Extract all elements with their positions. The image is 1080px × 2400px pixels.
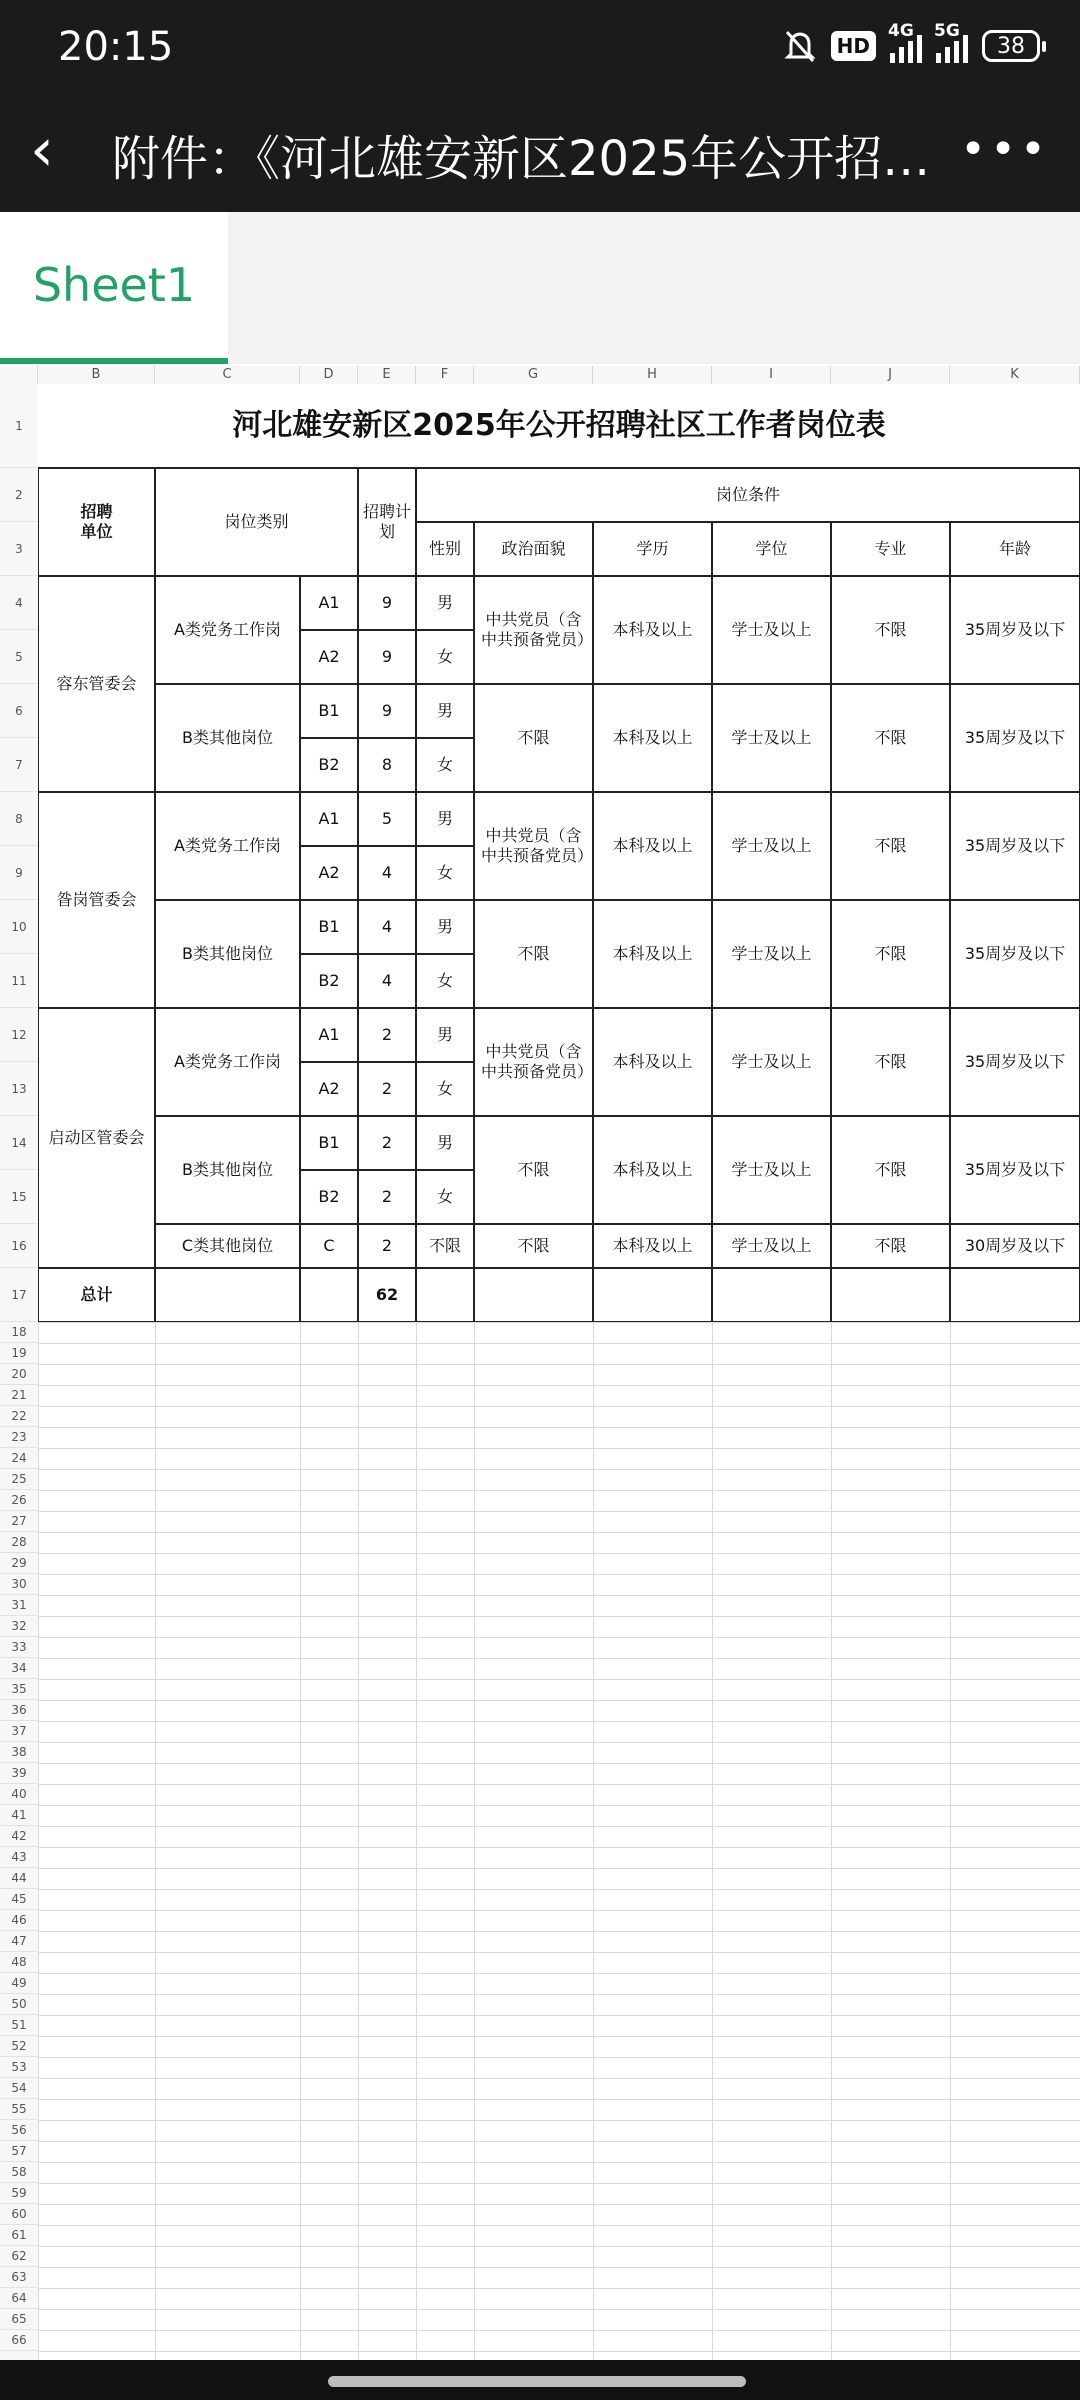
gridline <box>38 1385 1080 1386</box>
plan-cell[interactable]: 2 <box>358 1008 416 1062</box>
header-age[interactable]: 年龄 <box>950 522 1080 576</box>
gridline <box>38 1952 1080 1953</box>
gridline <box>38 2309 1080 2310</box>
gender-cell[interactable]: 女 <box>416 1062 474 1116</box>
row-header[interactable]: 62 <box>0 2246 38 2267</box>
column-header[interactable]: G <box>474 366 593 384</box>
gridline <box>38 1826 1080 1827</box>
row-header[interactable]: 39 <box>0 1763 38 1784</box>
gender-cell[interactable]: 女 <box>416 954 474 1008</box>
age-cell[interactable]: 35周岁及以下 <box>950 900 1080 1008</box>
education-cell[interactable]: 本科及以上 <box>593 1008 712 1116</box>
gridline <box>38 1700 1080 1701</box>
row-header[interactable]: 22 <box>0 1406 38 1427</box>
gender-cell[interactable]: 男 <box>416 684 474 738</box>
row-header[interactable]: 8 <box>0 792 38 846</box>
degree-cell[interactable]: 学士及以上 <box>712 900 831 1008</box>
gridline <box>38 2288 1080 2289</box>
header-degree[interactable]: 学位 <box>712 522 831 576</box>
document-title: 附件：《河北雄安新区2025年公开招… <box>112 131 931 187</box>
header-politics[interactable]: 政治面貌 <box>474 522 593 576</box>
row-header[interactable]: 12 <box>0 1008 38 1062</box>
gridline <box>38 2246 1080 2247</box>
row-header[interactable]: 15 <box>0 1170 38 1224</box>
gridline <box>38 1532 1080 1533</box>
row-header[interactable]: 41 <box>0 1805 38 1826</box>
plan-cell[interactable]: 4 <box>358 954 416 1008</box>
row-header[interactable]: 32 <box>0 1616 38 1637</box>
row-header[interactable]: 36 <box>0 1700 38 1721</box>
row-header[interactable]: 28 <box>0 1532 38 1553</box>
row-header[interactable]: 56 <box>0 2120 38 2141</box>
politics-cell[interactable]: 中共党员（含中共预备党员） <box>474 1008 593 1116</box>
column-header[interactable]: J <box>831 366 950 384</box>
back-button[interactable]: ‹ <box>30 115 54 185</box>
row-header-column <box>0 384 39 2360</box>
gridline <box>38 1511 1080 1512</box>
age-cell[interactable]: 35周岁及以下 <box>950 1116 1080 1224</box>
gridline <box>38 1427 1080 1428</box>
plan-cell[interactable]: 9 <box>358 630 416 684</box>
gridline <box>38 1322 1080 1323</box>
empty-cell[interactable] <box>593 1268 712 1322</box>
empty-cell[interactable] <box>831 1268 950 1322</box>
sheet-tab-bar <box>0 212 1080 364</box>
row-header[interactable]: 23 <box>0 1427 38 1448</box>
gridline <box>38 1931 1080 1932</box>
category-cell[interactable]: A类党务工作岗 <box>155 1008 300 1116</box>
battery-icon: 38 <box>982 30 1040 62</box>
gender-cell[interactable]: 男 <box>416 1116 474 1170</box>
gridline <box>38 2015 1080 2016</box>
plan-cell[interactable]: 9 <box>358 576 416 630</box>
plan-cell[interactable]: 2 <box>358 1116 416 1170</box>
status-time: 20:15 <box>58 24 174 70</box>
gridline <box>38 2351 1080 2352</box>
row-header[interactable]: 27 <box>0 1511 38 1532</box>
gridline <box>38 2267 1080 2268</box>
major-cell[interactable]: 不限 <box>831 792 950 900</box>
plan-cell[interactable]: 8 <box>358 738 416 792</box>
status-icons <box>783 21 1040 64</box>
row-header[interactable]: 50 <box>0 1994 38 2015</box>
gridline <box>38 1994 1080 1995</box>
plan-cell[interactable]: 2 <box>358 1170 416 1224</box>
gender-cell[interactable]: 女 <box>416 1170 474 1224</box>
row-header[interactable]: 65 <box>0 2309 38 2330</box>
header-gender[interactable]: 性别 <box>416 522 474 576</box>
gridline <box>38 1721 1080 1722</box>
gridline <box>38 1343 1080 1344</box>
plan-cell[interactable]: 4 <box>358 846 416 900</box>
unit-cell[interactable]: 昝岗管委会 <box>38 792 155 1008</box>
gridline <box>38 1805 1080 1806</box>
header-category[interactable]: 岗位类别 <box>155 468 358 576</box>
degree-cell[interactable]: 学士及以上 <box>712 1008 831 1116</box>
politics-cell[interactable]: 不限 <box>474 1224 593 1268</box>
gridline <box>38 1742 1080 1743</box>
politics-cell[interactable]: 不限 <box>474 1116 593 1224</box>
total-label[interactable]: 总计 <box>38 1268 155 1322</box>
education-cell[interactable]: 本科及以上 <box>593 1116 712 1224</box>
row-header[interactable]: 40 <box>0 1784 38 1805</box>
gridline <box>38 2036 1080 2037</box>
row-header[interactable]: 43 <box>0 1847 38 1868</box>
code-cell[interactable]: A1 <box>300 792 358 846</box>
code-cell[interactable]: B1 <box>300 1116 358 1170</box>
row-header[interactable]: 57 <box>0 2141 38 2162</box>
row-header[interactable]: 45 <box>0 1889 38 1910</box>
gridline <box>38 1973 1080 1974</box>
age-cell[interactable]: 35周岁及以下 <box>950 1008 1080 1116</box>
row-header[interactable]: 51 <box>0 2015 38 2036</box>
code-cell[interactable]: B2 <box>300 954 358 1008</box>
row-header[interactable]: 31 <box>0 1595 38 1616</box>
gridline <box>38 2204 1080 2205</box>
code-cell[interactable]: B1 <box>300 684 358 738</box>
column-header[interactable]: B <box>38 366 155 384</box>
politics-cell[interactable]: 中共党员（含中共预备党员） <box>474 792 593 900</box>
politics-cell[interactable]: 不限 <box>474 684 593 792</box>
row-header[interactable]: 2 <box>0 468 38 522</box>
header-education[interactable]: 学历 <box>593 522 712 576</box>
row-header[interactable]: 34 <box>0 1658 38 1679</box>
gridline <box>38 1889 1080 1890</box>
empty-cell[interactable] <box>474 1268 593 1322</box>
politics-cell[interactable]: 不限 <box>474 900 593 1008</box>
code-cell[interactable]: B2 <box>300 738 358 792</box>
gender-cell[interactable]: 男 <box>416 1008 474 1062</box>
row-header[interactable]: 53 <box>0 2057 38 2078</box>
row-header[interactable]: 49 <box>0 1973 38 1994</box>
empty-cell[interactable] <box>712 1268 831 1322</box>
row-header[interactable]: 18 <box>0 1322 38 1343</box>
education-cell[interactable]: 本科及以上 <box>593 900 712 1008</box>
gridline <box>38 1637 1080 1638</box>
gender-cell[interactable]: 男 <box>416 576 474 630</box>
row-header[interactable]: 58 <box>0 2162 38 2183</box>
education-cell[interactable]: 本科及以上 <box>593 792 712 900</box>
column-header[interactable]: F <box>416 366 474 384</box>
row-header[interactable]: 4 <box>0 576 38 630</box>
gridline <box>38 1469 1080 1470</box>
major-cell[interactable]: 不限 <box>831 1116 950 1224</box>
gridline <box>38 1553 1080 1554</box>
row-header[interactable]: 3 <box>0 522 38 576</box>
education-cell[interactable]: 本科及以上 <box>593 684 712 792</box>
gridline <box>38 1910 1080 1911</box>
gridline <box>38 2120 1080 2121</box>
row-header[interactable]: 48 <box>0 1952 38 1973</box>
degree-cell[interactable]: 学士及以上 <box>712 684 831 792</box>
row-header[interactable]: 30 <box>0 1574 38 1595</box>
row-header[interactable]: 33 <box>0 1637 38 1658</box>
row-header[interactable]: 35 <box>0 1679 38 1700</box>
degree-cell[interactable]: 学士及以上 <box>712 576 831 684</box>
table-title[interactable]: 河北雄安新区2025年公开招聘社区工作者岗位表 <box>38 384 1080 468</box>
row-header[interactable]: 29 <box>0 1553 38 1574</box>
degree-cell[interactable]: 学士及以上 <box>712 1224 831 1268</box>
gridline <box>38 1847 1080 1848</box>
row-header[interactable]: 64 <box>0 2288 38 2309</box>
gridline <box>38 1679 1080 1680</box>
home-handle[interactable] <box>328 2376 746 2387</box>
gridline <box>38 2057 1080 2058</box>
gridline <box>38 2078 1080 2079</box>
gridline <box>38 1595 1080 1596</box>
header-plan[interactable]: 招聘计 划 <box>358 468 416 576</box>
row-header[interactable]: 54 <box>0 2078 38 2099</box>
code-cell[interactable]: A2 <box>300 1062 358 1116</box>
category-cell[interactable]: B类其他岗位 <box>155 684 300 792</box>
row-header[interactable]: 14 <box>0 1116 38 1170</box>
plan-cell[interactable]: 4 <box>358 900 416 954</box>
gridline <box>38 1868 1080 1869</box>
gridline <box>38 2099 1080 2100</box>
empty-cell[interactable] <box>950 1268 1080 1322</box>
gender-cell[interactable]: 女 <box>416 630 474 684</box>
column-header[interactable]: K <box>950 366 1080 384</box>
gridline <box>38 1448 1080 1449</box>
row-header[interactable]: 26 <box>0 1490 38 1511</box>
column-header[interactable]: C <box>155 366 300 384</box>
age-cell[interactable]: 35周岁及以下 <box>950 576 1080 684</box>
gender-cell[interactable]: 男 <box>416 792 474 846</box>
gridline <box>38 2162 1080 2163</box>
category-cell[interactable]: B类其他岗位 <box>155 900 300 1008</box>
column-header[interactable]: D <box>300 366 358 384</box>
row-header[interactable]: 46 <box>0 1910 38 1931</box>
plan-cell[interactable]: 5 <box>358 792 416 846</box>
row-header[interactable]: 19 <box>0 1343 38 1364</box>
column-header[interactable]: I <box>712 366 831 384</box>
more-options-button[interactable]: ••• <box>960 124 1050 175</box>
gridline <box>38 1490 1080 1491</box>
row-header[interactable]: 13 <box>0 1062 38 1116</box>
header-unit[interactable]: 招聘 单位 <box>38 468 155 576</box>
gender-cell[interactable]: 男 <box>416 900 474 954</box>
tab-sheet1[interactable]: Sheet1 <box>0 212 228 364</box>
row-header[interactable]: 6 <box>0 684 38 738</box>
row-header[interactable]: 38 <box>0 1742 38 1763</box>
row-header[interactable]: 55 <box>0 2099 38 2120</box>
row-header[interactable]: 61 <box>0 2225 38 2246</box>
age-cell[interactable]: 35周岁及以下 <box>950 684 1080 792</box>
code-cell[interactable]: B1 <box>300 900 358 954</box>
unit-cell[interactable]: 容东管委会 <box>38 576 155 792</box>
spreadsheet-grid[interactable] <box>38 384 1080 2360</box>
row-header[interactable]: 24 <box>0 1448 38 1469</box>
gridline <box>38 2330 1080 2331</box>
empty-cell[interactable] <box>416 1268 474 1322</box>
row-header[interactable]: 37 <box>0 1721 38 1742</box>
unit-cell[interactable]: 启动区管委会 <box>38 1008 155 1268</box>
row-header[interactable]: 20 <box>0 1364 38 1385</box>
age-cell[interactable]: 35周岁及以下 <box>950 792 1080 900</box>
major-cell[interactable]: 不限 <box>831 900 950 1008</box>
row-header[interactable]: 10 <box>0 900 38 954</box>
plan-cell[interactable]: 9 <box>358 684 416 738</box>
row-header[interactable]: 17 <box>0 1268 38 1322</box>
row-header[interactable]: 66 <box>0 2330 38 2351</box>
signal-5g-icon: 5G <box>936 29 968 63</box>
code-cell[interactable]: A1 <box>300 576 358 630</box>
degree-cell[interactable]: 学士及以上 <box>712 792 831 900</box>
category-cell[interactable]: A类党务工作岗 <box>155 576 300 684</box>
row-header[interactable]: 63 <box>0 2267 38 2288</box>
status-bar <box>0 0 1080 98</box>
major-cell[interactable]: 不限 <box>831 1008 950 1116</box>
plan-cell[interactable]: 2 <box>358 1224 416 1268</box>
gender-cell[interactable]: 女 <box>416 738 474 792</box>
gridline <box>38 2183 1080 2184</box>
gridline <box>38 1406 1080 1407</box>
title-bar <box>0 98 1080 212</box>
gridline <box>38 1784 1080 1785</box>
row-header[interactable]: 60 <box>0 2204 38 2225</box>
education-cell[interactable]: 本科及以上 <box>593 576 712 684</box>
gridline <box>38 2225 1080 2226</box>
bell-muted-icon <box>783 28 817 64</box>
plan-cell[interactable]: 2 <box>358 1062 416 1116</box>
category-cell[interactable]: A类党务工作岗 <box>155 792 300 900</box>
row-header[interactable]: 52 <box>0 2036 38 2057</box>
category-cell[interactable]: B类其他岗位 <box>155 1116 300 1224</box>
gridline <box>38 1574 1080 1575</box>
row-header[interactable]: 1 <box>0 384 38 468</box>
signal-4g-icon: 4G <box>890 29 922 63</box>
column-header[interactable]: H <box>593 366 712 384</box>
gridline <box>38 1763 1080 1764</box>
gridline <box>38 2141 1080 2142</box>
code-cell[interactable]: A1 <box>300 1008 358 1062</box>
total-value[interactable]: 62 <box>358 1268 416 1322</box>
category-cell[interactable]: C类其他岗位 <box>155 1224 300 1268</box>
header-conditions[interactable]: 岗位条件 <box>416 468 1080 522</box>
code-cell[interactable]: A2 <box>300 846 358 900</box>
header-major[interactable]: 专业 <box>831 522 950 576</box>
code-cell[interactable]: B2 <box>300 1170 358 1224</box>
gender-cell[interactable]: 女 <box>416 846 474 900</box>
degree-cell[interactable]: 学士及以上 <box>712 1116 831 1224</box>
row-header[interactable]: 47 <box>0 1931 38 1952</box>
corner-cell[interactable] <box>0 366 38 384</box>
code-cell[interactable]: C <box>300 1224 358 1268</box>
education-cell[interactable]: 本科及以上 <box>593 1224 712 1268</box>
major-cell[interactable]: 不限 <box>831 576 950 684</box>
row-header[interactable]: 59 <box>0 2183 38 2204</box>
hd-voice-icon: HD <box>831 31 876 61</box>
row-header[interactable]: 42 <box>0 1826 38 1847</box>
empty-cell[interactable] <box>300 1268 358 1322</box>
major-cell[interactable]: 不限 <box>831 1224 950 1268</box>
row-header[interactable]: 9 <box>0 846 38 900</box>
row-header[interactable]: 11 <box>0 954 38 1008</box>
empty-cell[interactable] <box>155 1268 300 1322</box>
row-header[interactable]: 16 <box>0 1224 38 1268</box>
age-cell[interactable]: 30周岁及以下 <box>950 1224 1080 1268</box>
row-header[interactable]: 21 <box>0 1385 38 1406</box>
gridline <box>38 1364 1080 1365</box>
column-header[interactable]: E <box>358 366 416 384</box>
gridline <box>38 1616 1080 1617</box>
major-cell[interactable]: 不限 <box>831 684 950 792</box>
column-header-row <box>0 366 1080 385</box>
row-header[interactable]: 7 <box>0 738 38 792</box>
gridline <box>38 1658 1080 1659</box>
navigation-bar <box>0 2360 1080 2400</box>
row-header[interactable]: 5 <box>0 630 38 684</box>
row-header[interactable]: 25 <box>0 1469 38 1490</box>
gender-cell[interactable]: 不限 <box>416 1224 474 1268</box>
row-header[interactable]: 44 <box>0 1868 38 1889</box>
politics-cell[interactable]: 中共党员（含中共预备党员） <box>474 576 593 684</box>
code-cell[interactable]: A2 <box>300 630 358 684</box>
